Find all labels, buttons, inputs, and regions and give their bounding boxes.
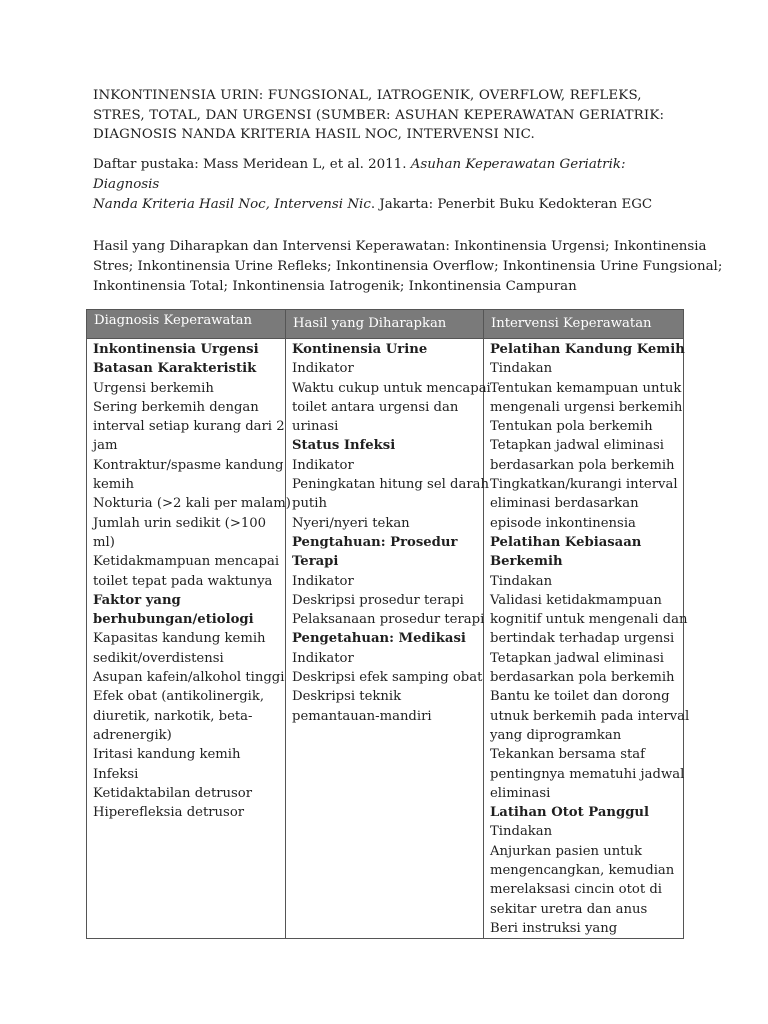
intervention-line: Tekankan bersama staf [490,747,646,763]
outcome-heading: Pengetahuan: Medikasi [292,631,466,647]
title-line: INKONTINENSIA URIN: FUNGSIONAL, IATROGENIK, OVERFLOW, REFLEKS, [93,88,642,103]
outcome-line: putih [292,496,327,512]
intervention-heading: Pelatihan Kandung Kemih [490,342,685,357]
diagnosis-heading: berhubungan/etiologi [93,612,254,628]
intervention-line: utnuk berkemih pada interval [490,708,690,724]
diagnosis-heading: Batasan Karakteristik [93,361,257,377]
intervention-line: mengenali urgensi berkemih [490,399,683,415]
document-title [93,86,693,145]
header-outcomes: Hasil yang Diharapkan [286,310,484,339]
intervention-line: berdasarkan pola berkemih [490,670,675,686]
outcome-line: Pelaksanaan prosedur terapi [292,612,485,628]
header-diagnosis: Diagnosis Keperawatan [87,310,286,339]
diagnosis-line: Iritasi kandung kemih [93,747,241,763]
outcome-line: Indikator [292,457,354,473]
diagnosis-line: kemih [93,477,135,493]
diagnosis-line: sedikit/overdistensi [93,650,224,666]
outcome-line: Peningkatan hitung sel darah [292,477,490,493]
intervention-line: Tetapkan jadwal eliminasi [490,438,664,454]
table-row [87,339,684,939]
intervention-line: kognitif untuk mengenali dan [490,612,688,628]
diagnosis-line: Ketidakmampuan mencapai [93,554,280,570]
intervention-line: Anjurkan pasien untuk [490,843,642,859]
intervention-line: pentingnya mematuhi jadwal [490,766,685,782]
intervention-line: Tentukan kemampuan untuk [490,380,682,396]
outcome-line: Deskripsi teknik [292,689,402,705]
outcome-line: Nyeri/nyeri tekan [292,515,410,531]
care-plan-table [86,309,690,939]
intervention-line: sekitar uretra dan anus [490,901,648,917]
diagnosis-line: Sering berkemih dengan [93,399,259,415]
diagnosis-line: jam [93,438,118,454]
diagnosis-line: Efek obat (antikolinergik, [93,689,265,705]
intervention-line: Tindakan [490,824,553,840]
diagnosis-line: Kapasitas kandung kemih [93,631,266,647]
reference-book-title-1: Asuhan Keperawatan Geriatrik: Diagnosis [93,157,626,192]
intervention-line: eliminasi berdasarkan [490,496,639,512]
intervention-line: merelaksasi cincin otot di [490,882,663,898]
diagnosis-line: ml) [93,534,115,550]
outcomes-cell [286,339,491,939]
diagnosis-line: Urgensi berkemih [93,380,214,396]
reference-citation [93,155,693,215]
title-line: STRES, TOTAL, DAN URGENSI (SUMBER: ASUHAN KEPERAWATAN GERIATRIK: [93,107,665,123]
outcome-heading: Status Infeksi [292,438,396,454]
reference-book-title-2: Nanda Kriteria Hasil Noc, Intervensi Nic [93,197,371,212]
intervention-line: bertindak terhadap urgensi [490,631,675,647]
outcome-heading: Pengtahuan: Prosedur [292,534,458,550]
intervention-line: Tingkatkan/kurangi interval [490,477,678,493]
diagnosis-line: Hiperefleksia detrusor [93,805,245,821]
diagnosis-line: Ketidaktabilan detrusor [93,785,253,801]
diagnosis-cell [87,339,291,939]
intervention-heading: Latihan Otot Panggul [490,805,650,821]
outcome-heading: Kontinensia Urine [292,342,428,357]
diagnosis-line: interval setiap kurang dari 2 [93,419,285,435]
outcome-line: Deskripsi prosedur terapi [292,592,464,608]
intervention-line: yang diprogramkan [490,727,622,743]
intervention-line: Tindakan [490,361,553,377]
diagnosis-line: adrenergik) [93,727,172,743]
outcome-line: Waktu cukup untuk mencapai [292,380,491,396]
outcome-line: Indikator [292,361,354,377]
intervention-heading: Pelatihan Kebiasaan [490,534,642,550]
intro-line: Stres; Inkontinensia Urine Refleks; Inkontinensia Overflow; Inkontinensia Urine Fungsional; [93,259,723,274]
diagnosis-line: Nokturia (>2 kali per malam) [93,496,291,512]
intro-paragraph [93,237,723,297]
diagnosis-line: Asupan kafein/alkohol tinggi [93,670,285,686]
intro-line: Hasil yang Diharapkan dan Intervensi Keperawatan: Inkontinensia Urgensi; Inkontinensia [93,239,707,254]
reference-prefix: Daftar pustaka: Mass Meridean L, et al. 2011. [93,157,411,172]
diagnosis-line: Kontraktur/spasme kandung [93,457,284,473]
intervention-line: Validasi ketidakmampuan [490,592,662,608]
intervention-line: Beri instruksi yang [490,920,618,936]
diagnosis-line: Infeksi [93,766,139,782]
outcome-line: Deskripsi efek samping obat [292,670,483,686]
intervention-line: Tetapkan jadwal eliminasi [490,650,664,666]
header-interventions: Intervensi Keperawatan [484,310,684,339]
outcome-line: Indikator [292,650,354,666]
title-line: DIAGNOSIS NANDA KRITERIA HASIL NOC, INTERVENSI NIC. [93,127,535,142]
intervention-line: episode inkontinensia [490,515,636,531]
intro-line: Inkontinensia Total; Inkontinensia Iatrogenik; Inkontinensia Campuran [93,279,577,294]
table-header-row [87,310,684,339]
outcome-line: Indikator [292,573,354,589]
diagnosis-heading: Faktor yang [93,592,181,608]
intervention-heading: Berkemih [490,554,563,570]
diagnosis-line: diuretik, narkotik, beta- [93,708,253,724]
intervention-line: eliminasi [490,785,551,801]
intervention-line: mengencangkan, kemudian [490,863,675,879]
intervention-line: Tentukan pola berkemih [490,419,653,435]
intervention-line: Bantu ke toilet dan dorong [490,689,670,705]
reference-suffix: . Jakarta: Penerbit Buku Kedokteran EGC [370,197,653,212]
intervention-line: Tindakan [490,573,553,589]
outcome-line: urinasi [292,419,339,435]
outcome-line: toilet antara urgensi dan [292,399,459,415]
interventions-cell [484,339,690,939]
diagnosis-line: Jumlah urin sedikit (>100 [93,515,267,531]
intervention-line: berdasarkan pola berkemih [490,457,675,473]
outcome-line: pemantauan-mandiri [292,708,432,724]
diagnosis-heading: Inkontinensia Urgensi [93,342,259,357]
outcome-heading: Terapi [292,554,339,570]
diagnosis-line: toilet tepat pada waktunya [93,573,273,589]
